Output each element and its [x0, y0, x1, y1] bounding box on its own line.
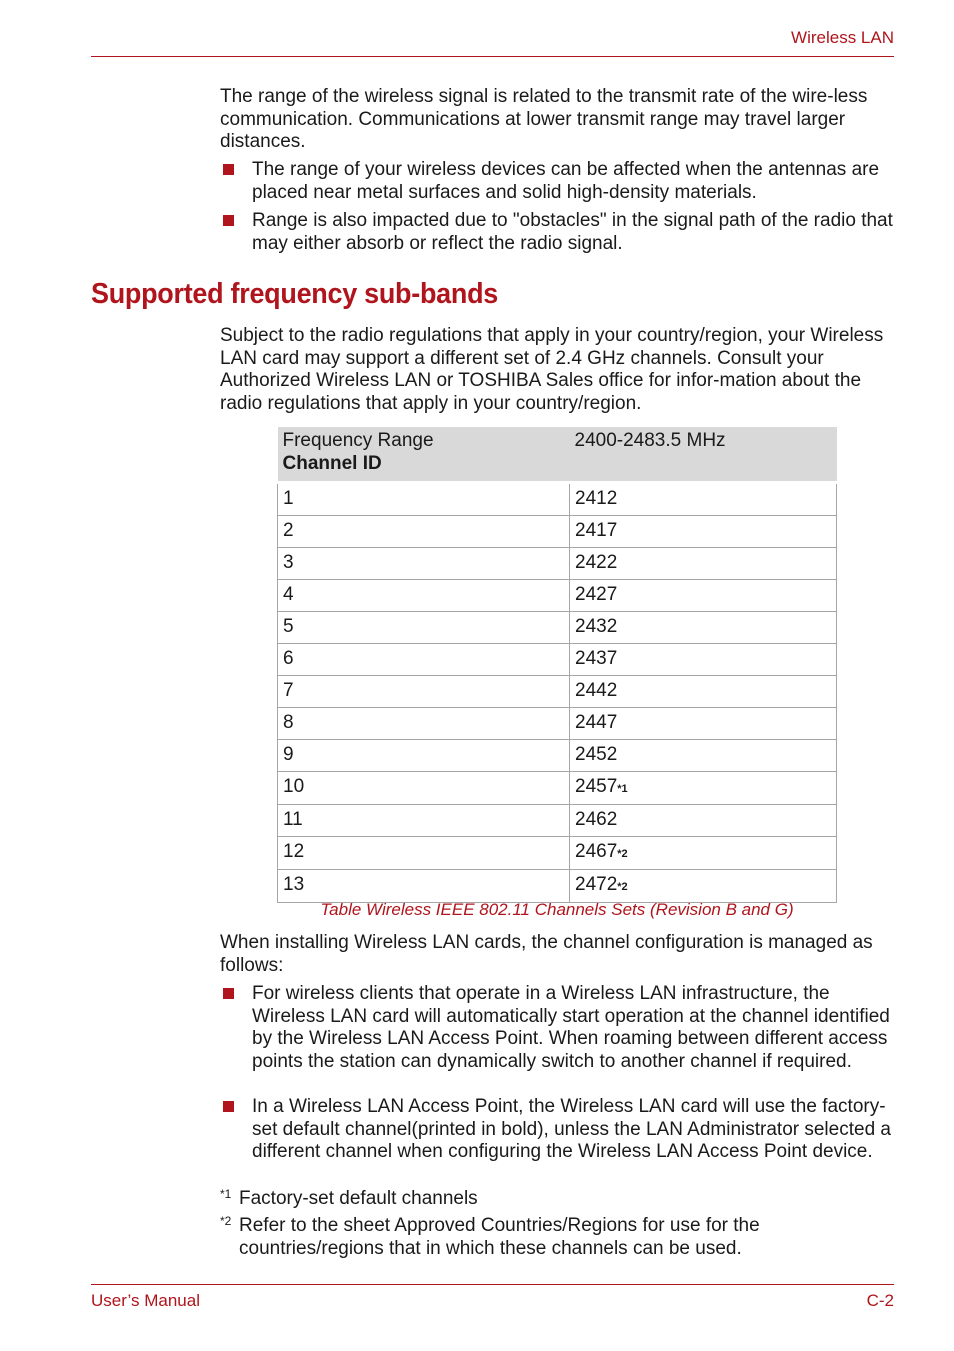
intro-bullet-1	[220, 159, 895, 204]
bullet-square-icon	[223, 164, 234, 175]
bullet-text: The range of your wireless devices can be affected when the antennas are placed near metal surfaces and solid high-density materials.	[252, 159, 880, 203]
table-row	[278, 644, 837, 676]
intro-bullet-2	[220, 210, 895, 255]
frequency-cell	[570, 805, 837, 837]
section-heading: Supported frequency sub-bands	[91, 278, 498, 310]
frequency-value: 2447	[575, 712, 618, 733]
table-header-row	[278, 427, 837, 483]
channel-id-cell: 5	[278, 612, 570, 644]
frequency-cell	[570, 870, 837, 903]
channel-id-cell: 8	[278, 708, 570, 740]
frequency-cell	[570, 548, 837, 580]
channel-id-cell: 13	[278, 870, 570, 903]
frequency-footnote-mark: *2	[617, 848, 628, 860]
frequency-cell	[570, 708, 837, 740]
bullet-square-icon	[223, 215, 234, 226]
table-row	[278, 708, 837, 740]
table-row	[278, 612, 837, 644]
frequency-cell	[570, 772, 837, 805]
footnote-text: Factory-set default channels	[239, 1188, 478, 1209]
bullet-text: For wireless clients that operate in a Wireless LAN infrastructure, the Wireless LAN card will automatically start operation at the channel identified by the Wireless LAN Access Point. When roaming between different access points the station can dynamically switch to another channel if required.	[252, 983, 890, 1073]
footnote-1	[220, 1188, 895, 1211]
channel-id-cell: 6	[278, 644, 570, 676]
table-row	[278, 837, 837, 870]
channel-id-cell: 9	[278, 740, 570, 772]
bullet-square-icon	[223, 1101, 234, 1112]
table-header-frequency: 2400-2483.5 MHz	[570, 427, 837, 483]
channel-id-cell: 4	[278, 580, 570, 612]
table-row	[278, 772, 837, 805]
table-row	[278, 548, 837, 580]
footnote-2	[220, 1215, 895, 1260]
frequency-footnote-mark: *2	[617, 881, 628, 893]
channel-id-cell: 12	[278, 837, 570, 870]
footer-page-number: C-2	[866, 1291, 894, 1310]
intro-paragraph: The range of the wireless signal is related to the transmit rate of the wire-less communication. Communications at lower transmit range may travel larger distances.	[220, 86, 868, 153]
table-header-channel	[278, 427, 570, 483]
config-bullet-2	[220, 1096, 895, 1164]
footer-manual-label: User’s Manual	[91, 1291, 200, 1310]
channel-id-cell: 1	[278, 483, 570, 516]
frequency-value: 2422	[575, 552, 618, 573]
table-row	[278, 870, 837, 903]
frequency-cell	[570, 580, 837, 612]
frequency-value: 2457	[575, 776, 618, 797]
frequency-cell	[570, 740, 837, 772]
frequency-value: 2412	[575, 488, 618, 509]
table-row	[278, 676, 837, 708]
bullet-text: Range is also impacted due to "obstacles" in the signal path of the radio that may either absorb or reflect the radio signal.	[252, 210, 893, 254]
table-caption: Table Wireless IEEE 802.11 Channels Sets (Revision B and G)	[320, 900, 794, 919]
frequency-cell	[570, 612, 837, 644]
table-row	[278, 516, 837, 548]
footer-rule	[91, 1284, 894, 1285]
frequency-cell	[570, 644, 837, 676]
frequency-value: 2432	[575, 616, 618, 637]
footnote-mark: *2	[220, 1214, 232, 1228]
frequency-value: 2452	[575, 744, 618, 765]
bullet-text: In a Wireless LAN Access Point, the Wireless LAN card will use the factory-set default channel(printed in bold), unless the LAN Administrator selected a different channel when configuring the Wireless LAN Access Point device.	[252, 1096, 891, 1163]
frequency-cell	[570, 676, 837, 708]
frequency-value: 2427	[575, 584, 618, 605]
channel-id-cell: 10	[278, 772, 570, 805]
table-row	[278, 580, 837, 612]
frequency-value: 2472	[575, 874, 618, 895]
table-row	[278, 740, 837, 772]
frequency-cell	[570, 837, 837, 870]
channel-id-cell: 3	[278, 548, 570, 580]
channel-id-cell: 11	[278, 805, 570, 837]
frequency-value: 2417	[575, 520, 618, 541]
table-row	[278, 805, 837, 837]
frequency-value: 2467	[575, 841, 618, 862]
frequency-value: 2442	[575, 680, 618, 701]
header-frequency-range-label: Frequency Range	[282, 430, 434, 451]
channel-table	[277, 427, 837, 903]
table-body	[278, 483, 837, 903]
frequency-value: 2437	[575, 648, 618, 669]
channel-id-cell: 7	[278, 676, 570, 708]
bullet-square-icon	[223, 988, 234, 999]
footnote-text: Refer to the sheet Approved Countries/Regions for use for the countries/regions that in which these channels can be used.	[239, 1215, 760, 1259]
header-rule	[91, 56, 894, 57]
running-header-title: Wireless LAN	[791, 28, 894, 47]
table-row	[278, 483, 837, 516]
section-paragraph: Subject to the radio regulations that apply in your country/region, your Wireless LAN card may support a different set of 2.4 GHz channels. Consult your Authorized Wireless LAN or TOSHIBA Sales office for infor-mation about the radio regulations that apply in your country/region.	[220, 325, 884, 415]
header-channel-id-label: Channel ID	[282, 453, 382, 474]
config-bullet-1	[220, 983, 895, 1074]
channel-id-cell: 2	[278, 516, 570, 548]
config-paragraph: When installing Wireless LAN cards, the channel configuration is managed as follows:	[220, 932, 873, 976]
footnote-mark: *1	[220, 1187, 232, 1201]
frequency-cell	[570, 483, 837, 516]
frequency-footnote-mark: *1	[617, 783, 628, 795]
frequency-value: 2462	[575, 809, 618, 830]
frequency-cell	[570, 516, 837, 548]
